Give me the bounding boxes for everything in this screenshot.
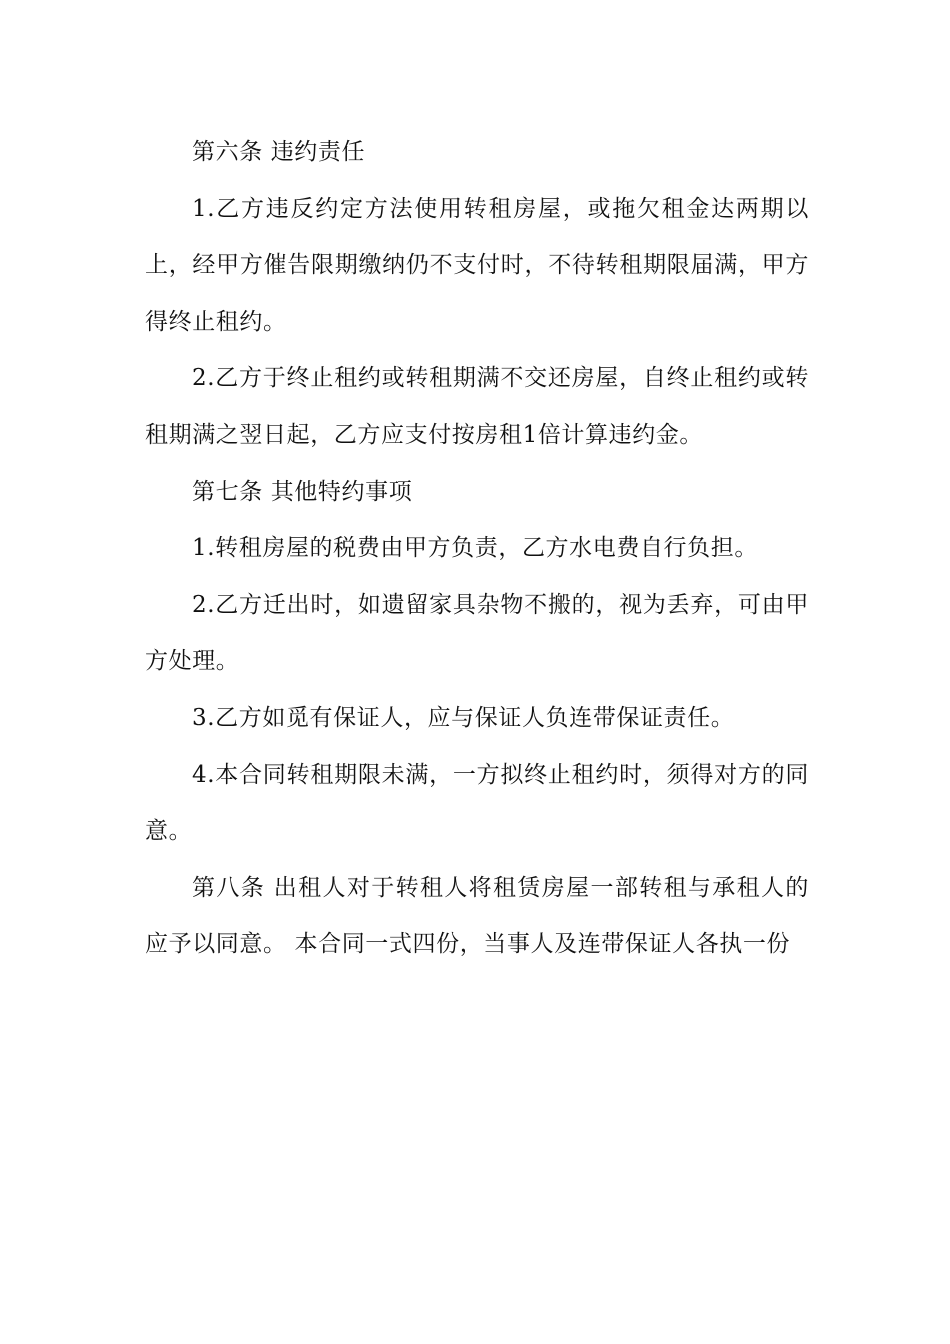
article-6-clause-1: 1.乙方违反约定方法使用转租房屋，或拖欠租金达两期以上，经甲方催告限期缴纳仍不支付时，不待转租期限届满，甲方得终止租约。: [145, 195, 809, 335]
article-7-clause-4: 4.本合同转租期限未满，一方拟终止租约时，须得对方的同意。: [145, 761, 809, 845]
article-8-paragraph: 第八条 出租人对于转租人将租赁房屋一部转租与承租人的应予以同意。 本合同一式四份，当事人及连带保证人各执一份: [145, 874, 809, 958]
document-body: [145, 124, 809, 973]
article-6-clause-2: 2.乙方于终止租约或转租期满不交还房屋，自终止租约或转租期满之翌日起，乙方应支付按房租1倍计算违约金。: [145, 365, 809, 448]
article-7-clause-3: 3.乙方如觅有保证人，应与保证人负连带保证责任。: [192, 704, 735, 731]
article-7-clause-2: 2.乙方迁出时，如遗留家具杂物不搬的，视为丢弃，可由甲方处理。: [145, 591, 809, 675]
article-7-heading: 第七条 其他特约事项: [192, 478, 413, 505]
article-6-heading: 第六条 违约责任: [192, 139, 366, 165]
article-7-clause-1: 1.转租房屋的税费由甲方负责，乙方水电费自行负担。: [192, 535, 758, 562]
